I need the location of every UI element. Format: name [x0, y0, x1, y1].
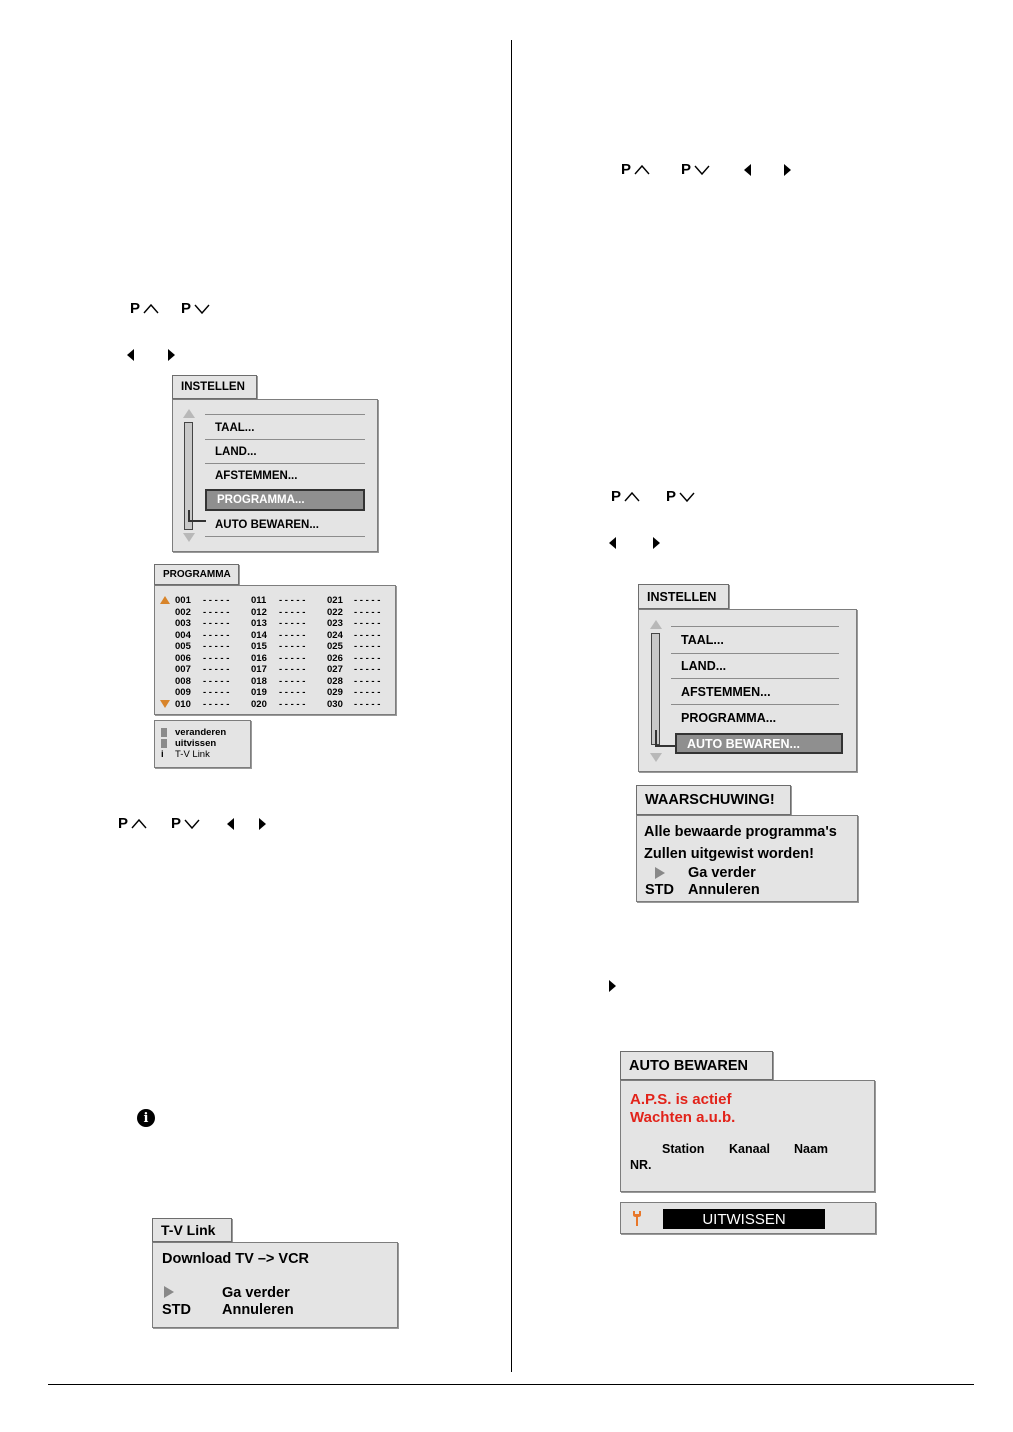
p-down-key: P: [181, 300, 210, 317]
menu-item-afstemmen[interactable]: AFSTEMMEN...: [215, 470, 298, 482]
warning-line-1: Alle bewaarde programma's: [644, 824, 837, 840]
warning-line-2: Zullen uitgewist worden!: [644, 846, 814, 862]
auto-bewaren-tab: AUTO BEWAREN: [620, 1051, 773, 1080]
scroll-up-icon: [650, 620, 662, 629]
wait-status: Wachten a.u.b.: [630, 1109, 736, 1126]
right-arrow-icon: [609, 980, 616, 992]
tv-link-cancel[interactable]: Annuleren: [222, 1302, 294, 1318]
auto-bewaren-dialog: [620, 1080, 875, 1192]
left-arrow-icon: [609, 537, 616, 549]
column-divider: [511, 40, 512, 1372]
p-up-key: P: [611, 488, 640, 505]
navigation-keys: [118, 815, 266, 832]
programma-names-1: - - - - - - - - - - - - - - - - - - - - - - - - - - - - - - - - - - - - - - - - - - - - - - - - - -: [203, 595, 230, 710]
menu-item-land[interactable]: LAND...: [681, 659, 727, 673]
menu-item-afstemmen[interactable]: AFSTEMMEN...: [681, 685, 771, 699]
scroll-down-icon: [183, 533, 195, 542]
play-icon: [164, 1286, 174, 1298]
p-up-key: P: [621, 161, 650, 178]
left-arrow-icon: [127, 349, 134, 361]
col-station: Station: [662, 1142, 705, 1156]
menu-divider: [671, 678, 839, 679]
col-nr: NR.: [630, 1158, 652, 1172]
right-arrow-icon: [653, 537, 660, 549]
std-key-label: STD: [162, 1302, 191, 1318]
chevron-up-icon: [131, 818, 147, 830]
right-key: [609, 980, 616, 992]
uitwissen-bar: [620, 1202, 876, 1234]
instellen-menu-left: [172, 399, 378, 552]
legend-tv-link: T-V Link: [175, 749, 210, 760]
scroll-up-icon: [160, 596, 170, 604]
right-arrow-icon: [259, 818, 266, 830]
legend-swatch: [161, 739, 167, 748]
menu-item-land[interactable]: LAND...: [215, 446, 257, 458]
scrollbar: [651, 633, 660, 745]
menu-divider: [205, 439, 365, 440]
menu-divider: [205, 536, 365, 537]
legend-veranderen: veranderen: [175, 727, 227, 738]
aps-status: A.P.S. is actief: [630, 1091, 732, 1108]
programma-menu: [154, 585, 396, 715]
scroll-down-icon: [160, 700, 170, 708]
menu-divider: [671, 626, 839, 627]
tv-link-tab: T-V Link: [152, 1218, 232, 1242]
p-down-key: P: [681, 161, 710, 178]
scroll-up-icon: [183, 409, 195, 418]
scroll-down-icon: [650, 753, 662, 762]
std-key-label: STD: [645, 882, 674, 898]
tv-link-message: Download TV –> VCR: [162, 1251, 310, 1267]
menu-item-programma[interactable]: PROGRAMMA...: [681, 711, 777, 725]
programma-col-1: 001 002 003 004 005 006 007 008 009 010: [175, 595, 191, 710]
menu-item-auto-bewaren[interactable]: AUTO BEWAREN...: [215, 519, 319, 531]
menu-item-taal[interactable]: TAAL...: [681, 633, 724, 647]
left-right-keys-right: [609, 537, 660, 549]
left-arrow-icon: [227, 818, 234, 830]
chevron-up-icon: [634, 164, 650, 176]
info-glyph: i: [161, 749, 164, 760]
p-up-key: P: [130, 300, 159, 317]
warning-dialog: [636, 815, 858, 902]
programma-names-3: - - - - - - - - - - - - - - - - - - - - - - - - - - - - - - - - - - - - - - - - - - - - - - - - - -: [354, 595, 381, 710]
p-up-down-keys-right: [611, 488, 695, 505]
p-up-down-keys: [130, 300, 210, 317]
chevron-down-icon: [184, 818, 200, 830]
uitwissen-progress: UITWISSEN: [663, 1209, 825, 1229]
instellen-tab-left: INSTELLEN: [172, 375, 257, 399]
warning-continue[interactable]: Ga verder: [688, 865, 756, 881]
warning-tab: WAARSCHUWING!: [636, 785, 791, 815]
menu-item-programma-selected[interactable]: PROGRAMMA...: [205, 489, 365, 511]
menu-divider: [205, 414, 365, 415]
legend-box: [154, 720, 251, 768]
instellen-tab-right: INSTELLEN: [638, 584, 729, 609]
info-icon: i: [137, 1109, 155, 1127]
chevron-down-icon: [679, 491, 695, 503]
tv-link-continue[interactable]: Ga verder: [222, 1285, 290, 1301]
menu-divider: [671, 653, 839, 654]
chevron-down-icon: [194, 303, 210, 315]
right-arrow-icon: [784, 164, 791, 176]
selection-connector: [655, 730, 677, 747]
menu-item-auto-bewaren-selected[interactable]: AUTO BEWAREN...: [675, 733, 843, 754]
programma-names-2: - - - - - - - - - - - - - - - - - - - - - - - - - - - - - - - - - - - - - - - - - - - - - - - - - -: [279, 595, 306, 710]
tv-link-dialog: [152, 1242, 398, 1328]
selection-connector: [188, 510, 206, 522]
chevron-up-icon: [624, 491, 640, 503]
menu-divider: [205, 463, 365, 464]
p-down-key: P: [666, 488, 695, 505]
instellen-menu-right: [638, 609, 857, 772]
legend-uitvissen: uitvissen: [175, 738, 217, 749]
col-naam: Naam: [794, 1142, 829, 1156]
menu-divider: [671, 704, 839, 705]
chevron-down-icon: [694, 164, 710, 176]
legend-swatch: [161, 728, 167, 737]
warning-cancel[interactable]: Annuleren: [688, 882, 760, 898]
programma-col-3: 021 022 023 024 025 026 027 028 029 030: [327, 595, 343, 710]
play-icon: [655, 867, 665, 879]
left-arrow-icon: [744, 164, 751, 176]
menu-item-taal[interactable]: TAAL...: [215, 422, 255, 434]
navigation-keys-top-right: [621, 161, 791, 178]
chevron-up-icon: [143, 303, 159, 315]
p-up-key: P: [118, 815, 147, 832]
wrench-icon: [631, 1209, 643, 1227]
p-down-key: P: [171, 815, 200, 832]
footer-rule: [48, 1384, 974, 1385]
col-kanaal: Kanaal: [729, 1142, 770, 1156]
programma-tab: PROGRAMMA: [154, 564, 239, 585]
right-arrow-icon: [168, 349, 175, 361]
left-right-keys: [127, 349, 175, 361]
programma-col-2: 011 012 013 014 015 016 017 018 019 020: [251, 595, 267, 710]
